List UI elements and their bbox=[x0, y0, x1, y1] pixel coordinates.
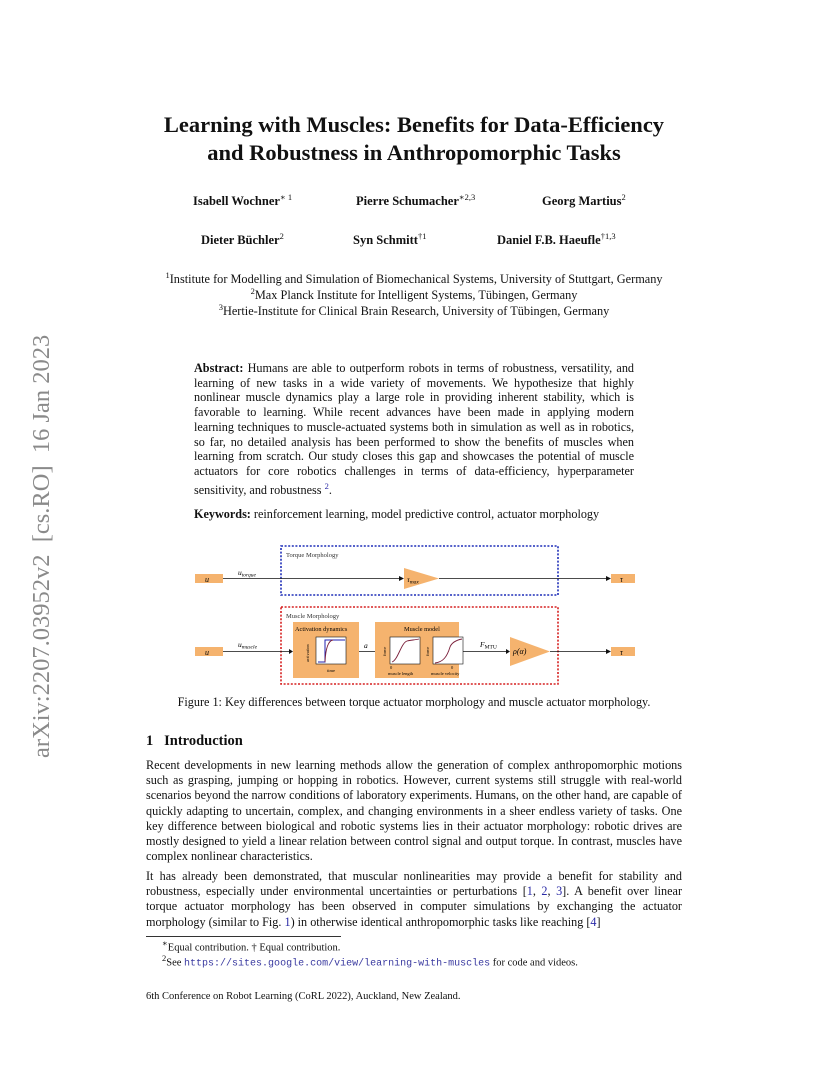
arxiv-stamp bbox=[18, 290, 58, 760]
output-tau-torque: τ bbox=[620, 575, 623, 584]
a-label: a bbox=[364, 641, 368, 650]
author-3: Georg Martius$^2$ bbox=[542, 192, 626, 209]
rho-label: ρ(α) bbox=[513, 647, 527, 656]
muscle-model-title: Muscle model bbox=[404, 626, 440, 633]
length-x-label: muscle length bbox=[388, 671, 414, 676]
velocity-plot-frame bbox=[433, 637, 463, 664]
figure-ref-link[interactable]: 1 bbox=[284, 914, 291, 929]
u-muscle-label: $u_{muscle}$ bbox=[238, 640, 258, 651]
input-u-torque-box bbox=[195, 574, 223, 583]
author-6: Daniel F.B. Haeufle$^{\dagger 1,3}$ bbox=[497, 231, 616, 248]
muscle-arrowhead-1 bbox=[289, 649, 293, 654]
conference-footer: 6th Conference on Robot Learning (CoRL 2022), Auckland, New Zealand. bbox=[146, 991, 461, 1002]
length-zero-label: 0 bbox=[390, 665, 393, 670]
footnote-1: ∗Equal contribution. † Equal contribution. bbox=[162, 938, 341, 954]
figure-caption: Figure 1: Key differences between torque actuator morphology and muscle actuator morphology. bbox=[177, 695, 651, 709]
author-5: Syn Schmitt$^{\dagger 1}$ bbox=[353, 231, 427, 248]
input-u-muscle-box bbox=[195, 647, 223, 656]
arxiv-stamp-text: arXiv:2207.03952v2 [cs.RO] 16 Jan 2023 bbox=[28, 334, 55, 758]
torque-morphology-label: Torque Morphology bbox=[286, 552, 339, 559]
input-u-muscle: u bbox=[205, 648, 209, 657]
affiliation-1: $^1$Institute for Modelling and Simulation of Biomechanical Systems, University of Stuttgart, Germany bbox=[165, 270, 663, 287]
output-tau-torque-box bbox=[611, 574, 635, 583]
muscle-morphology-label: Muscle Morphology bbox=[286, 613, 340, 620]
footnote-rule bbox=[146, 936, 341, 937]
activation-y-label: activation bbox=[305, 644, 310, 662]
affiliation-3: $^3$Hertie-Institute for Clinical Brain Research, University of Tübingen, Germany bbox=[218, 302, 610, 319]
citation-link[interactable]: 1 bbox=[526, 884, 533, 899]
fmtu-arrowhead bbox=[506, 649, 510, 654]
intro-paragraph-2: It has already been demonstrated, that muscular nonlinearities may provide a benefit for stability and robustness, especially under environmental uncertainties or perturbations [1, 2, 3]. A benefit over linear torque actuator morphology has been observed in computer simulations by exchanging the actuator morphology (similar to Fig. 1) in otherwise identical anthropomorphic tasks like reaching [4] bbox=[146, 869, 683, 929]
author-2: Pierre Schumacher$^{∗2,3}$ bbox=[356, 192, 476, 209]
muscle-arrowhead-out bbox=[606, 649, 611, 654]
f-mtu-label: $F_{MTU}$ bbox=[480, 640, 497, 651]
paper-title-line-2: and Robustness in Anthropomorphic Tasks bbox=[207, 140, 621, 165]
paper-title-line-1: Learning with Muscles: Benefits for Data-Efficiency bbox=[163, 112, 665, 137]
affiliation-2: $^2$Max Planck Institute for Intelligent Systems, Tübingen, Germany bbox=[250, 286, 578, 303]
figure-1 bbox=[195, 543, 635, 691]
velocity-x-label: muscle velocity bbox=[431, 671, 460, 676]
intro-paragraph-1: Recent developments in new learning methods allow the generation of complex anthropomorphic motions such as grasping, jumping or hopping in robotics. However, current systems still struggle with real-world scenarios beyond the narrow conditions of laboratory experiments. Humans, on the other hand, are capable of quickly adapting to uncertain, complex, and changing environments in a sheer endless variety of tasks. One key difference between biological and robotic systems lies in their actuator morphology: robotic drives are mostly designed to yield a linear relation between control signal and output torque. In contrast, muscles have complex nonlinear characteristics. bbox=[146, 758, 682, 864]
torque-arrowhead-1 bbox=[399, 576, 404, 581]
citation-link[interactable]: 2 bbox=[541, 884, 548, 899]
force-y-label-1: force bbox=[382, 646, 387, 656]
tau-max-label: $\tau_{max}$ bbox=[407, 575, 419, 586]
force-y-label-2: force bbox=[425, 646, 430, 656]
citation-link[interactable]: 3 bbox=[556, 884, 563, 899]
input-u-torque: u bbox=[205, 575, 209, 584]
author-1: Isabell Wochner$^{∗ 1}$ bbox=[193, 192, 293, 209]
output-tau-muscle-box bbox=[611, 647, 635, 656]
torque-arrowhead-2 bbox=[606, 576, 611, 581]
activation-dynamics-title: Activation dynamics bbox=[295, 626, 348, 633]
section-heading: 1 Introduction bbox=[146, 733, 243, 749]
author-4: Dieter Büchler$^2$ bbox=[201, 231, 284, 248]
footnote-2: $^2$See https://sites.google.com/view/learning-with-muscles for code and videos. bbox=[162, 953, 578, 970]
activation-x-label: time bbox=[327, 668, 335, 673]
abstract: Abstract: Humans are able to outperform robots in terms of robustness, versatility, and learning of new tasks in a wide variety of movements. We hypothesize that highly nonlinear muscle dynamics play a large role in providing inherent stability, which is favorable to learning. While recent advances have been made in applying modern learning techniques to muscle-actuated systems both in simulation as well as in robotics, so far, no detailed analysis has been performed to show the benefits of muscles when learning from scratch. Our study closes this gap and showcases the potential of muscle actuators for core robotics challenges in terms of data-efficiency, hyperparameter sensitivity, and robustness $^2$. bbox=[194, 361, 635, 497]
keywords: Keywords: reinforcement learning, model predictive control, actuator morphology bbox=[194, 507, 600, 521]
output-tau-muscle: τ bbox=[620, 648, 623, 657]
citation-link[interactable]: 4 bbox=[590, 914, 597, 929]
u-torque-label: $u_{torque}$ bbox=[238, 568, 256, 579]
velocity-zero-label: 0 bbox=[451, 665, 454, 670]
project-url-link[interactable]: https://sites.google.com/view/learning-with-muscles bbox=[184, 958, 491, 970]
